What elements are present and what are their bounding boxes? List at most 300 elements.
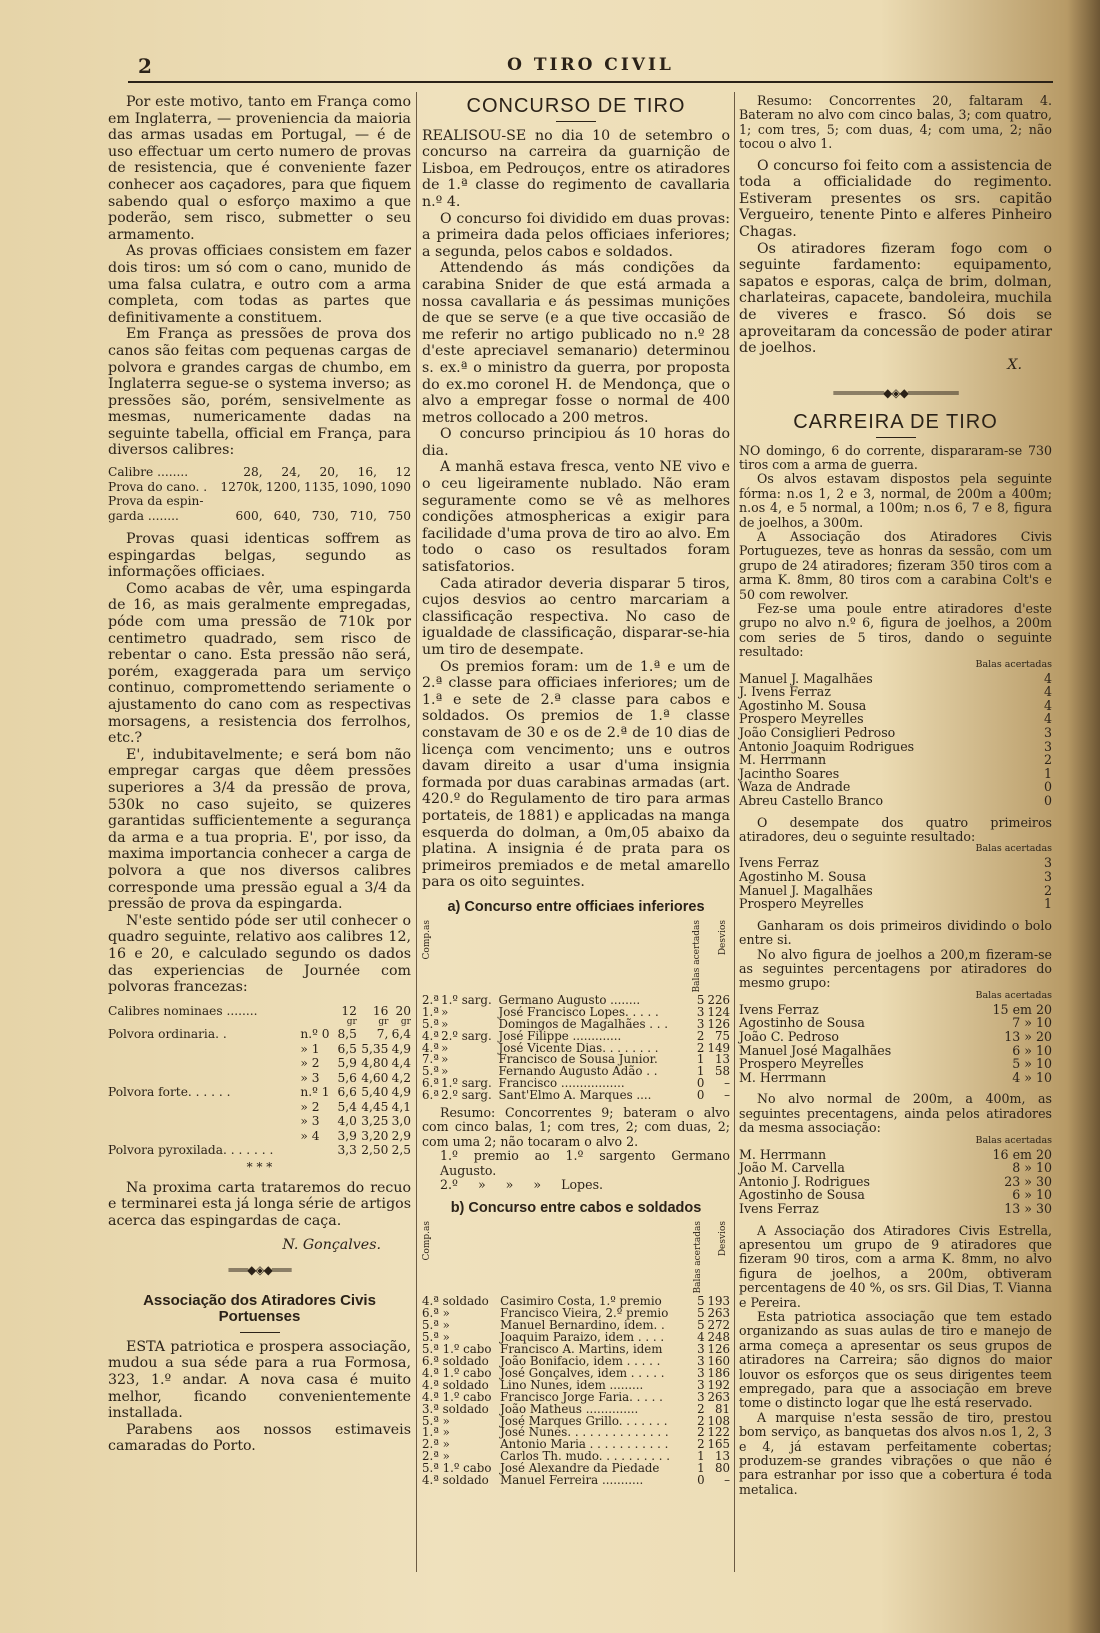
table-cell: 2 — [1043, 882, 1052, 898]
column-header: Balas acertadas — [975, 989, 1052, 1001]
ornament-divider: ═══◆◈◆═══ — [228, 1263, 291, 1278]
table-cell — [300, 1018, 334, 1027]
table-cell: 108 — [707, 1413, 730, 1428]
table-cell: Germano Augusto ........ — [498, 992, 641, 1007]
paragraph: A Associação dos Atiradores Civis Estrella, apresentou um grupo de 9 atiradores que fizeram 90 tiros, com a arma K. 8mm, no alvo figura de joelhos, a 200m, obtiveram percentagens de 40 %, os srs. Gil Dias, T. Vianna e Pereira. — [739, 1222, 1052, 1310]
table-cell: 4,80 — [361, 1056, 389, 1071]
heading-rule — [556, 121, 596, 122]
table-row — [108, 1004, 411, 1019]
newspaper-title: O TIRO CIVIL — [507, 55, 674, 75]
table-cell: – — [724, 1076, 730, 1091]
table-cell: Calibre ........ — [108, 465, 189, 480]
table-cell: Calibres nominaes ........ — [108, 1003, 258, 1018]
table-cell: 1 — [696, 1052, 705, 1067]
table-cell: 4,60 — [361, 1070, 389, 1085]
table-row — [108, 480, 411, 495]
table-cell: 80 — [714, 1461, 730, 1476]
table-cell: 3 — [697, 1342, 705, 1357]
subsection-heading: b) Concurso entre cabos e soldados — [450, 1200, 702, 1217]
table-cell: 272 — [707, 1318, 730, 1333]
table-cell: 6,4 — [391, 1027, 411, 1042]
table-row — [739, 1202, 1052, 1216]
column-rule-1 — [416, 92, 417, 1572]
summary-text: Resumo: Concorrentes 9; bateram o alvo com cinco balas, 1; com tres, 2; com duas, 2; com uma 2; não tocaram o alvo 2. — [422, 1105, 730, 1149]
table-cell: 3,25 — [361, 1114, 389, 1129]
table-cell: 0 — [1043, 779, 1052, 795]
table-cell: » 3 — [300, 1114, 320, 1129]
results-table-soldiers — [422, 1221, 730, 1487]
column-2 — [422, 94, 730, 1487]
table-cell: 2 — [1043, 752, 1052, 768]
table-cell: 81 — [714, 1401, 730, 1416]
table-cell: 5.ª » — [422, 1318, 450, 1333]
table-cell: 4 — [697, 1330, 705, 1345]
table-cell: Manuel J. Magalhães — [739, 882, 873, 898]
table-cell: 5 — [697, 1306, 705, 1321]
table-row — [108, 1085, 411, 1100]
table-cell — [705, 1221, 730, 1296]
table-cell: 24, — [281, 465, 301, 480]
table-row — [108, 1042, 411, 1057]
table-row — [739, 672, 1052, 686]
table-cell: 0 — [696, 1088, 705, 1103]
table-cell: 160 — [707, 1353, 730, 1368]
table-cell — [108, 1042, 300, 1057]
table-row — [422, 1090, 730, 1102]
table-cell: 5.ª 1.º cabo — [422, 1342, 492, 1357]
table-cell — [300, 1143, 334, 1158]
table-cell: 4 — [1043, 684, 1052, 700]
table-cell: 1270k, — [220, 479, 263, 494]
header-rule — [128, 81, 1053, 83]
table-cell: 4.ª — [422, 1028, 439, 1043]
table-cell: 5,6 — [337, 1070, 357, 1085]
table-cell: » — [441, 1040, 449, 1055]
table-cell: 6.ª » — [422, 1306, 450, 1321]
table-row — [739, 856, 1052, 870]
table-cell: 600, — [235, 508, 263, 523]
table-cell: Prova do cano. . — [108, 479, 208, 494]
table-cell: 13 — [714, 1052, 730, 1067]
paragraph: Por este motivo, tanto em França como em Inglaterra, — proveniencia da maioria das armas usadas em Portugal, — é de uso effectuar um certo numero de provas de resistencia, que é conveniente fazer conhecer aos caçadores, para que fiquem sabendo qual o esforço maximo a que poderão, sem risco, submetter o seu armamento. — [108, 94, 411, 243]
table-cell: Antonio Joaquim Rodrigues — [739, 738, 915, 754]
table-row — [108, 1129, 411, 1144]
column-header: Balas acertadas — [692, 1221, 703, 1294]
table-cell: Ivens Ferraz — [739, 855, 819, 871]
table-cell: 7, — [376, 1027, 389, 1042]
paragraph: Provas quasi identicas soffrem as espingardas belgas, segundo as informações officiaes. — [108, 531, 411, 581]
table-cell: Francisco ................. — [498, 1076, 625, 1091]
table-row — [108, 1071, 411, 1086]
table-cell: 5 — [697, 1318, 705, 1333]
table-cell: gr — [346, 1017, 357, 1028]
table-cell: 13 » 30 — [1004, 1200, 1052, 1216]
table-cell: 6 » 10 — [1012, 1042, 1052, 1058]
table-cell: 2,5 — [391, 1143, 411, 1158]
table-cell: 126 — [707, 1016, 730, 1031]
table-row — [739, 767, 1052, 781]
table-cell: João Bonifacio, idem . . . . . — [500, 1353, 661, 1368]
author-signature: X. — [1007, 356, 1022, 373]
table-cell: 226 — [707, 992, 730, 1007]
table-cell: 2.ª — [422, 992, 439, 1007]
paragraph: A manhã estava fresca, vento NE vivo e o ceu ligeiramente nublado. Não eram seguramente como se vê as melhores condições atmosphericas a exigir para facilidade d'uma prova de tiro ao alvo. Em todo o caso os resultados foram satisfatorios. — [422, 459, 730, 576]
column-header: Comp.as — [422, 1221, 432, 1261]
table-cell: » — [441, 1064, 449, 1079]
section-stars: * * * — [246, 1159, 273, 1174]
table-cell: 4 — [1043, 670, 1052, 686]
table-cell: 0 — [697, 1473, 705, 1488]
table-cell: 3 — [1043, 725, 1052, 740]
table-cell: 126 — [707, 1342, 730, 1357]
table-row — [108, 465, 411, 480]
table-cell — [500, 1221, 691, 1296]
table-cell: 3 — [697, 1365, 705, 1380]
table-row — [739, 1071, 1052, 1085]
column-header: Desvios — [718, 919, 729, 955]
table-row — [739, 1016, 1052, 1030]
table-cell: Joaquim Paraizo, idem . . . . — [500, 1330, 665, 1345]
table-cell: Domingos de Magalhães . . . — [498, 1016, 669, 1031]
table-cell — [300, 1004, 334, 1019]
table-cell: 1 — [1043, 765, 1052, 781]
table-cell: Prova da espin- — [108, 494, 204, 509]
table-row — [739, 740, 1052, 754]
table-cell: 2.º sarg. — [441, 1088, 492, 1103]
paragraph: REALISOU-SE no dia 10 de setembro o concurso na carreira da guarnição de Lisboa, em Pedrouços, entre os atiradores de 1.ª classe do regimento de cavallaria n.º 4. — [422, 127, 730, 210]
table-row — [422, 1475, 730, 1487]
table-cell: Francisco A. Martins, idem — [500, 1342, 663, 1357]
ornament-divider: ════════◆◈◆════════ — [833, 386, 958, 401]
table-cell: 6.ª — [422, 1076, 439, 1091]
table-cell: 640, — [273, 508, 301, 523]
table-cell: 4,2 — [391, 1070, 411, 1085]
table-cell: 750 — [387, 508, 411, 523]
table-cell — [301, 494, 339, 509]
table-row — [108, 1018, 411, 1027]
table-cell: Manuel José Magalhães — [739, 1042, 892, 1058]
table-cell: Francisco de Sousa Junior. — [498, 1052, 658, 1067]
paragraph: E', indubitavelmente; e será bom não empregar cargas que dêem pressões superiores a 3/4 da pressão de prova, 530k no caso sujeito, se quizeres garantidas sufficientemente a segurança da arma e a tua propria. E', por isso, da maxima importancia conhecer a carga de polvora a que nos diversos calibres corresponde uma pressão egual a 3/4 da pressão de prova da espingarda. — [108, 746, 411, 913]
table-cell: José Alexandre da Piedade — [500, 1461, 660, 1476]
table-cell — [108, 1018, 300, 1027]
paragraph: Attendendo ás más condições da carabina Snider de que está armada a nossa cavallaria e ás pessimas munições de que se serve (e a que tive occasião de me referir no artigo publicado no n.º 28 d'este apreciavel semanario) determinou s. ex.ª o ministro da guerra, por proposta do ex.mo coronel H. de Mendonça, que o alvo a empregar fosse o normal de 400 metros collocado a 200 metros. — [422, 260, 730, 426]
table-cell: Agostinho M. Sousa — [739, 868, 867, 884]
table-cell: 5.ª » — [422, 1413, 450, 1428]
column-header: Balas acertadas — [692, 919, 703, 992]
table-cell: 5,4 — [337, 1099, 357, 1114]
paragraph: O concurso foi dividido em duas provas: a primeira dada pelos officiaes inferiores; a segunda, pelos cabos e soldados. — [422, 210, 730, 260]
table-cell: » 2 — [300, 1099, 320, 1114]
table-cell: 3 — [696, 1004, 705, 1019]
table-row — [739, 685, 1052, 699]
table-cell: 3 — [697, 1389, 705, 1404]
table-cell: 15 em 20 — [992, 1001, 1052, 1017]
paragraph: O concurso foi feito com a assistencia de toda a officialidade do regimento. Estiveram presentes os srs. capitão Vergueiro, tenente Pinto e alferes Pinheiro Chagas. — [739, 157, 1052, 240]
table-cell: 5,35 — [361, 1041, 389, 1056]
table-cell: Carlos Th. mudo. . . . . . . . . . — [500, 1449, 670, 1464]
table-row — [108, 1100, 411, 1115]
paragraph: Cada atirador deveria disparar 5 tiros, cujos desvios ao centro marcariam a classificação respectiva. No caso de igualdade de classificação, disparar-se-hia um tiro de desempate. — [422, 575, 730, 658]
table-cell: Sant'Elmo A. Marques .... — [498, 1088, 652, 1103]
table-cell: José Francisco Lopes. . . . . — [498, 1004, 659, 1019]
table-cell: garda ........ — [108, 508, 179, 523]
table-cell: » — [441, 1016, 449, 1031]
column-header: Balas acertadas — [975, 843, 1052, 855]
table-cell: 0 — [1043, 792, 1052, 808]
proof-pressure-table — [108, 465, 411, 523]
table-cell: 2 — [696, 1028, 705, 1043]
paragraph: NO domingo, 6 do corrente, dispararam-se 730 tiros com a arma de guerra. — [739, 442, 1052, 472]
prize-line: 2.º » » » Lopes. — [440, 1177, 604, 1193]
table-row — [739, 1003, 1052, 1017]
table-row — [739, 897, 1052, 911]
table-cell: 4,9 — [391, 1041, 411, 1056]
table-cell — [422, 1221, 500, 1296]
table-cell: 3,3 — [337, 1143, 357, 1158]
table-cell: 1090 — [379, 479, 411, 494]
table-cell: 4.ª soldado — [422, 1294, 489, 1309]
page-number: 2 — [138, 54, 152, 78]
tiebreak-results-list — [739, 856, 1052, 910]
table-cell: 3.ª soldado — [422, 1401, 489, 1416]
table-cell: 4,0 — [337, 1114, 357, 1129]
table-cell: 186 — [707, 1365, 730, 1380]
kneeling-percentages-list — [739, 1003, 1052, 1085]
prize-line: 1.º premio ao 1.º sargento Germano Augusto. — [440, 1148, 730, 1178]
table-cell: 1.ª — [422, 1004, 439, 1019]
table-cell: 263 — [707, 1306, 730, 1321]
table-row — [739, 884, 1052, 898]
table-row — [739, 753, 1052, 767]
table-cell: João M. Carvella — [739, 1160, 845, 1176]
table-cell: 1090, — [342, 479, 378, 494]
table-cell: 0 — [696, 1076, 705, 1091]
table-cell: 3,0 — [391, 1114, 411, 1129]
table-cell: 1135, — [303, 479, 339, 494]
table-cell: Polvora pyroxilada. . . . . . . — [108, 1143, 274, 1158]
powder-charge-table — [108, 1004, 411, 1158]
table-cell — [108, 1056, 300, 1071]
table-cell: M. Herrmann — [739, 752, 827, 768]
table-cell: 3 — [1043, 855, 1052, 871]
table-cell: Fernando Augusto Adão . . — [498, 1064, 658, 1079]
table-cell — [108, 1071, 300, 1086]
column-rule-2 — [734, 92, 735, 1572]
paragraph: Esta patriotica associação que tem estado organizando as suas aulas de tiro e manejo de arma começa a apresentar os seus grupos de atiradores na Carreira; são dignos do maior louvor os esforços que os seus dirigentes teem empregado, para que a associação em breve tome o distincto logar que lhe está reservado. — [739, 1308, 1052, 1411]
table-cell — [216, 494, 262, 509]
table-cell: 6,5 — [337, 1041, 357, 1056]
table-cell: 1 — [1043, 896, 1052, 912]
paragraph: Os alvos estavam dispostos pela seguinte fórma: n.os 1, 2 e 3, normal, de 200m a 400m; n.os 4, e 5 normal, a 100m; n.os 6, 7 e 8, figura de joelhos, a 300m. — [739, 471, 1052, 530]
table-cell: 4.ª 1.º cabo — [422, 1365, 492, 1380]
table-cell: Waza de Andrade — [739, 779, 851, 795]
table-cell: » — [441, 1004, 449, 1019]
table-cell: Abreu Castello Branco — [739, 792, 884, 808]
table-row — [739, 794, 1052, 808]
table-cell: Agostinho de Sousa — [739, 1015, 865, 1031]
table-cell: 4.ª soldado — [422, 1473, 489, 1488]
table-cell: 1.º sarg. — [441, 1076, 492, 1091]
table-cell: Ivens Ferraz — [739, 1001, 819, 1017]
table-cell: José Gonçalves, idem . . . . . — [500, 1365, 665, 1380]
table-cell: Agostinho M. Sousa — [739, 697, 867, 713]
table-cell: – — [724, 1088, 730, 1103]
paragraph: Em França as pressões de prova dos canos são feitas com pequenas cargas de polvora e grandes cargas de chumbo, em Inglaterra segue-se o systema inverso; as pressões são, porém, sensivelmente as mesmas, numericamente dadas na seguinte tabella, official em França, para diversos calibres: — [108, 326, 411, 459]
table-cell: » — [441, 1052, 449, 1067]
table-cell: 248 — [707, 1330, 730, 1345]
table-cell: João Matheus .............. — [500, 1401, 639, 1416]
paragraph: As provas officiaes consistem em fazer dois tiros: um só com o cano, munido de uma falsa culatra, e outro com a arma completa, com todas as partes que definitivamente a constituem. — [108, 243, 411, 326]
table-cell: n.º 0 — [300, 1027, 330, 1042]
table-cell: Manuel Bernardino, idem. . — [500, 1318, 665, 1333]
paragraph: A marquise n'esta sessão de tiro, prestou bom serviço, as banquetas dos alvos n.os 1, 2, 3 e 4, já estavam perfeitamente cobertas; produzem-se grandes vibrações o que não é para estranhar por isso que a cobertura é toda metalica. — [739, 1409, 1052, 1497]
table-cell: José Filippe ............. — [498, 1028, 622, 1043]
table-cell — [691, 1221, 704, 1296]
table-cell: 16 — [372, 1003, 389, 1018]
column-header: Balas acertadas — [975, 1134, 1052, 1146]
table-cell: 4.ª soldado — [422, 1377, 489, 1392]
table-row — [739, 1161, 1052, 1175]
table-row — [108, 1114, 411, 1129]
table-cell: Manuel Ferreira ........... — [500, 1473, 644, 1488]
paragraph: No alvo figura de joelhos a 200,m fizeram-se as seguintes percentagens por atiradores do mesmo grupo: — [739, 946, 1052, 991]
table-cell: Manuel J. Magalhães — [739, 670, 873, 686]
table-row — [108, 509, 411, 524]
table-cell — [377, 494, 411, 509]
table-cell: 124 — [707, 1004, 730, 1019]
table-cell: 149 — [707, 1040, 730, 1055]
table-cell: 16 em 20 — [992, 1146, 1052, 1162]
table-cell: 8,5 — [337, 1027, 357, 1042]
table-row — [108, 1143, 411, 1158]
table-cell: 4,4 — [391, 1056, 411, 1071]
table-cell: 193 — [707, 1294, 730, 1309]
author-signature: N. Gonçalves. — [282, 1237, 381, 1254]
table-cell: 2.ª » — [422, 1449, 450, 1464]
table-cell: João C. Pedroso — [739, 1028, 839, 1044]
table-cell: 6.ª soldado — [422, 1353, 489, 1368]
paragraph: N'este sentido póde ser util conhecer o quadro seguinte, relativo aos calibres 12, 16 e 20, e calculado segundo os dados das experiencias de Journée com polvoras francezas: — [108, 912, 411, 996]
table-cell: 1 — [697, 1461, 705, 1476]
table-cell: 4.ª — [422, 1040, 439, 1055]
table-cell: 5,40 — [361, 1085, 389, 1100]
subsection-heading: a) Concurso entre officiaes inferiores — [447, 898, 705, 915]
table-cell: 16, — [357, 465, 378, 480]
table-cell: 5.ª — [422, 1016, 439, 1031]
column-3 — [739, 94, 1052, 1497]
table-cell: 165 — [707, 1437, 730, 1452]
table-cell: Antonio Maria . . . . . . . . . . . — [500, 1437, 669, 1452]
table-cell: 1 — [696, 1064, 705, 1079]
table-cell: Lino Nunes, idem ......... — [500, 1377, 644, 1392]
table-cell — [108, 1100, 300, 1115]
paragraph: Na proxima carta trataremos do recuo e terminarei esta já longa série de artigos acerca das espingardas de caça. — [108, 1179, 411, 1229]
table-cell: Prospero Meyrelles — [739, 896, 864, 912]
table-cell: 4,9 — [391, 1085, 411, 1100]
table-cell — [339, 494, 377, 509]
table-cell: Antonio J. Rodrigues — [739, 1173, 870, 1189]
paragraph: O desempate dos quatro primeiros atiradores, deu o seguinte resultado: — [739, 814, 1052, 844]
table-cell: José Nunes. . . . . . . . . . . . . . — [500, 1425, 669, 1440]
paragraph: No alvo normal de 200m, a 400m, as seguintes precentagens, ainda pelos atiradores da mesma associação: — [739, 1091, 1052, 1136]
table-row — [739, 726, 1052, 740]
table-cell: Casimiro Costa, 1.º premio — [500, 1294, 662, 1309]
table-cell: 3 — [696, 1016, 705, 1031]
article-heading: Associação dos Atiradores Civis Portuenses — [143, 1291, 376, 1326]
table-cell: 710, — [349, 508, 378, 523]
table-row — [422, 1221, 730, 1296]
table-cell: João Consiglieri Pedroso — [739, 725, 896, 740]
table-row — [739, 1175, 1052, 1189]
table-cell: 8 » 10 — [1012, 1160, 1052, 1176]
table-cell: Prospero Meyrelles — [739, 711, 864, 727]
heading-rule — [876, 437, 916, 438]
table-cell: 28, — [243, 465, 263, 480]
table-cell: 2 — [697, 1425, 705, 1440]
table-cell: 3 — [1043, 738, 1052, 754]
table-cell: » 1 — [300, 1041, 320, 1056]
table-cell: M. Herrmann — [739, 1069, 827, 1085]
table-cell: 7 » 10 — [1012, 1015, 1052, 1031]
table-cell: 5.ª » — [422, 1330, 450, 1345]
table-cell: 3,9 — [337, 1128, 357, 1143]
paragraph: ESTA patriotica e prospera associação, mudou a sua séde para a rua Formosa, 323, 1.º andar. A nova casa é muito melhor, ficando convenientemente installada. — [108, 1338, 411, 1422]
table-cell: n.º 1 — [300, 1085, 330, 1100]
table-cell: 4.ª 1.º cabo — [422, 1389, 492, 1404]
paragraph: Os atiradores fizeram fogo com o seguinte fardamento: equipamento, sapatos e esporas, calça de brim, dolman, charlateiras, capacete, bandoleira, muchila de viveres e frasco. Só dois se aproveitaram da concessão de poder atirar de joelhos. — [739, 240, 1052, 357]
table-cell: Prospero Meyrelles — [739, 1056, 864, 1072]
table-cell: 5 » 10 — [1012, 1056, 1052, 1072]
paragraph: O concurso principiou ás 10 horas do dia. — [422, 426, 730, 459]
table-cell: » 3 — [300, 1070, 320, 1085]
column-header: Comp.as — [422, 919, 432, 959]
table-cell: Francisco Vieira, 2.º premio — [500, 1306, 669, 1321]
table-cell: 13 — [714, 1449, 730, 1464]
table-row — [422, 920, 730, 995]
table-cell: 5.ª — [422, 1064, 439, 1079]
table-cell — [422, 920, 441, 995]
table-cell — [499, 920, 691, 995]
column-header: Balas acertadas — [975, 658, 1052, 670]
table-cell: M. Herrmann — [739, 1146, 827, 1162]
article-heading: CARREIRA DE TIRO — [793, 410, 998, 433]
table-cell: Agostinho de Sousa — [739, 1187, 865, 1203]
article-heading: CONCURSO DE TIRO — [466, 95, 686, 117]
table-cell: 3 — [697, 1377, 705, 1392]
table-cell — [704, 920, 730, 995]
table-cell: 2 — [697, 1413, 705, 1428]
poule-results-list — [739, 672, 1052, 808]
table-cell: Francisco Jorge Faria. . . . . — [500, 1389, 663, 1404]
table-cell: 4 » 10 — [1012, 1069, 1052, 1085]
normal-target-percentages-list — [739, 1148, 1052, 1216]
table-row — [739, 1044, 1052, 1058]
table-cell: 1.º sarg. — [441, 992, 492, 1007]
table-cell: 3,20 — [361, 1128, 389, 1143]
table-cell: 4 — [1043, 711, 1052, 727]
table-row — [739, 1188, 1052, 1202]
table-cell: 5,9 — [337, 1056, 357, 1071]
table-cell: Jacintho Soares — [739, 765, 840, 781]
table-cell: 6,6 — [337, 1085, 357, 1100]
table-cell: 2 — [697, 1401, 705, 1416]
table-row — [739, 712, 1052, 726]
paragraph: Os premios foram: um de 1.ª e um de 2.ª classe para officiaes inferiores; um de 1.ª e sete de 2.ª classe para cabos e soldados. Os premios de 1.ª classe constavam de 30 e os de 2.ª de 10 dias de licença com vencimento; uns e outros davam direito a usar d'uma insignia formada por duas carabinas armadas (art. 420.º do Regulamento de tiro para armas portateis, de 1881) e applicadas na manga esquerda do dolman, a 0m,05 abaixo da platina. A insignia é de prata para os primeiros premiados e de metal amarello para os oito seguintes. — [422, 658, 730, 891]
table-cell: gr — [400, 1017, 411, 1028]
heading-rule — [240, 1332, 280, 1333]
paragraph: Como acabas de vêr, uma espingarda de 16, as mais geralmente empregadas, póde com uma pressão de 710k por centimetro quadrado, sem risco de rebentar o cano. Esta pressão não será, porém, exaggerada para um serviço continuo, compromettendo seriamente o ajustamento do cano com as respectivas morsagens, a resistencia dos ferrolhos, etc.? — [108, 580, 411, 747]
